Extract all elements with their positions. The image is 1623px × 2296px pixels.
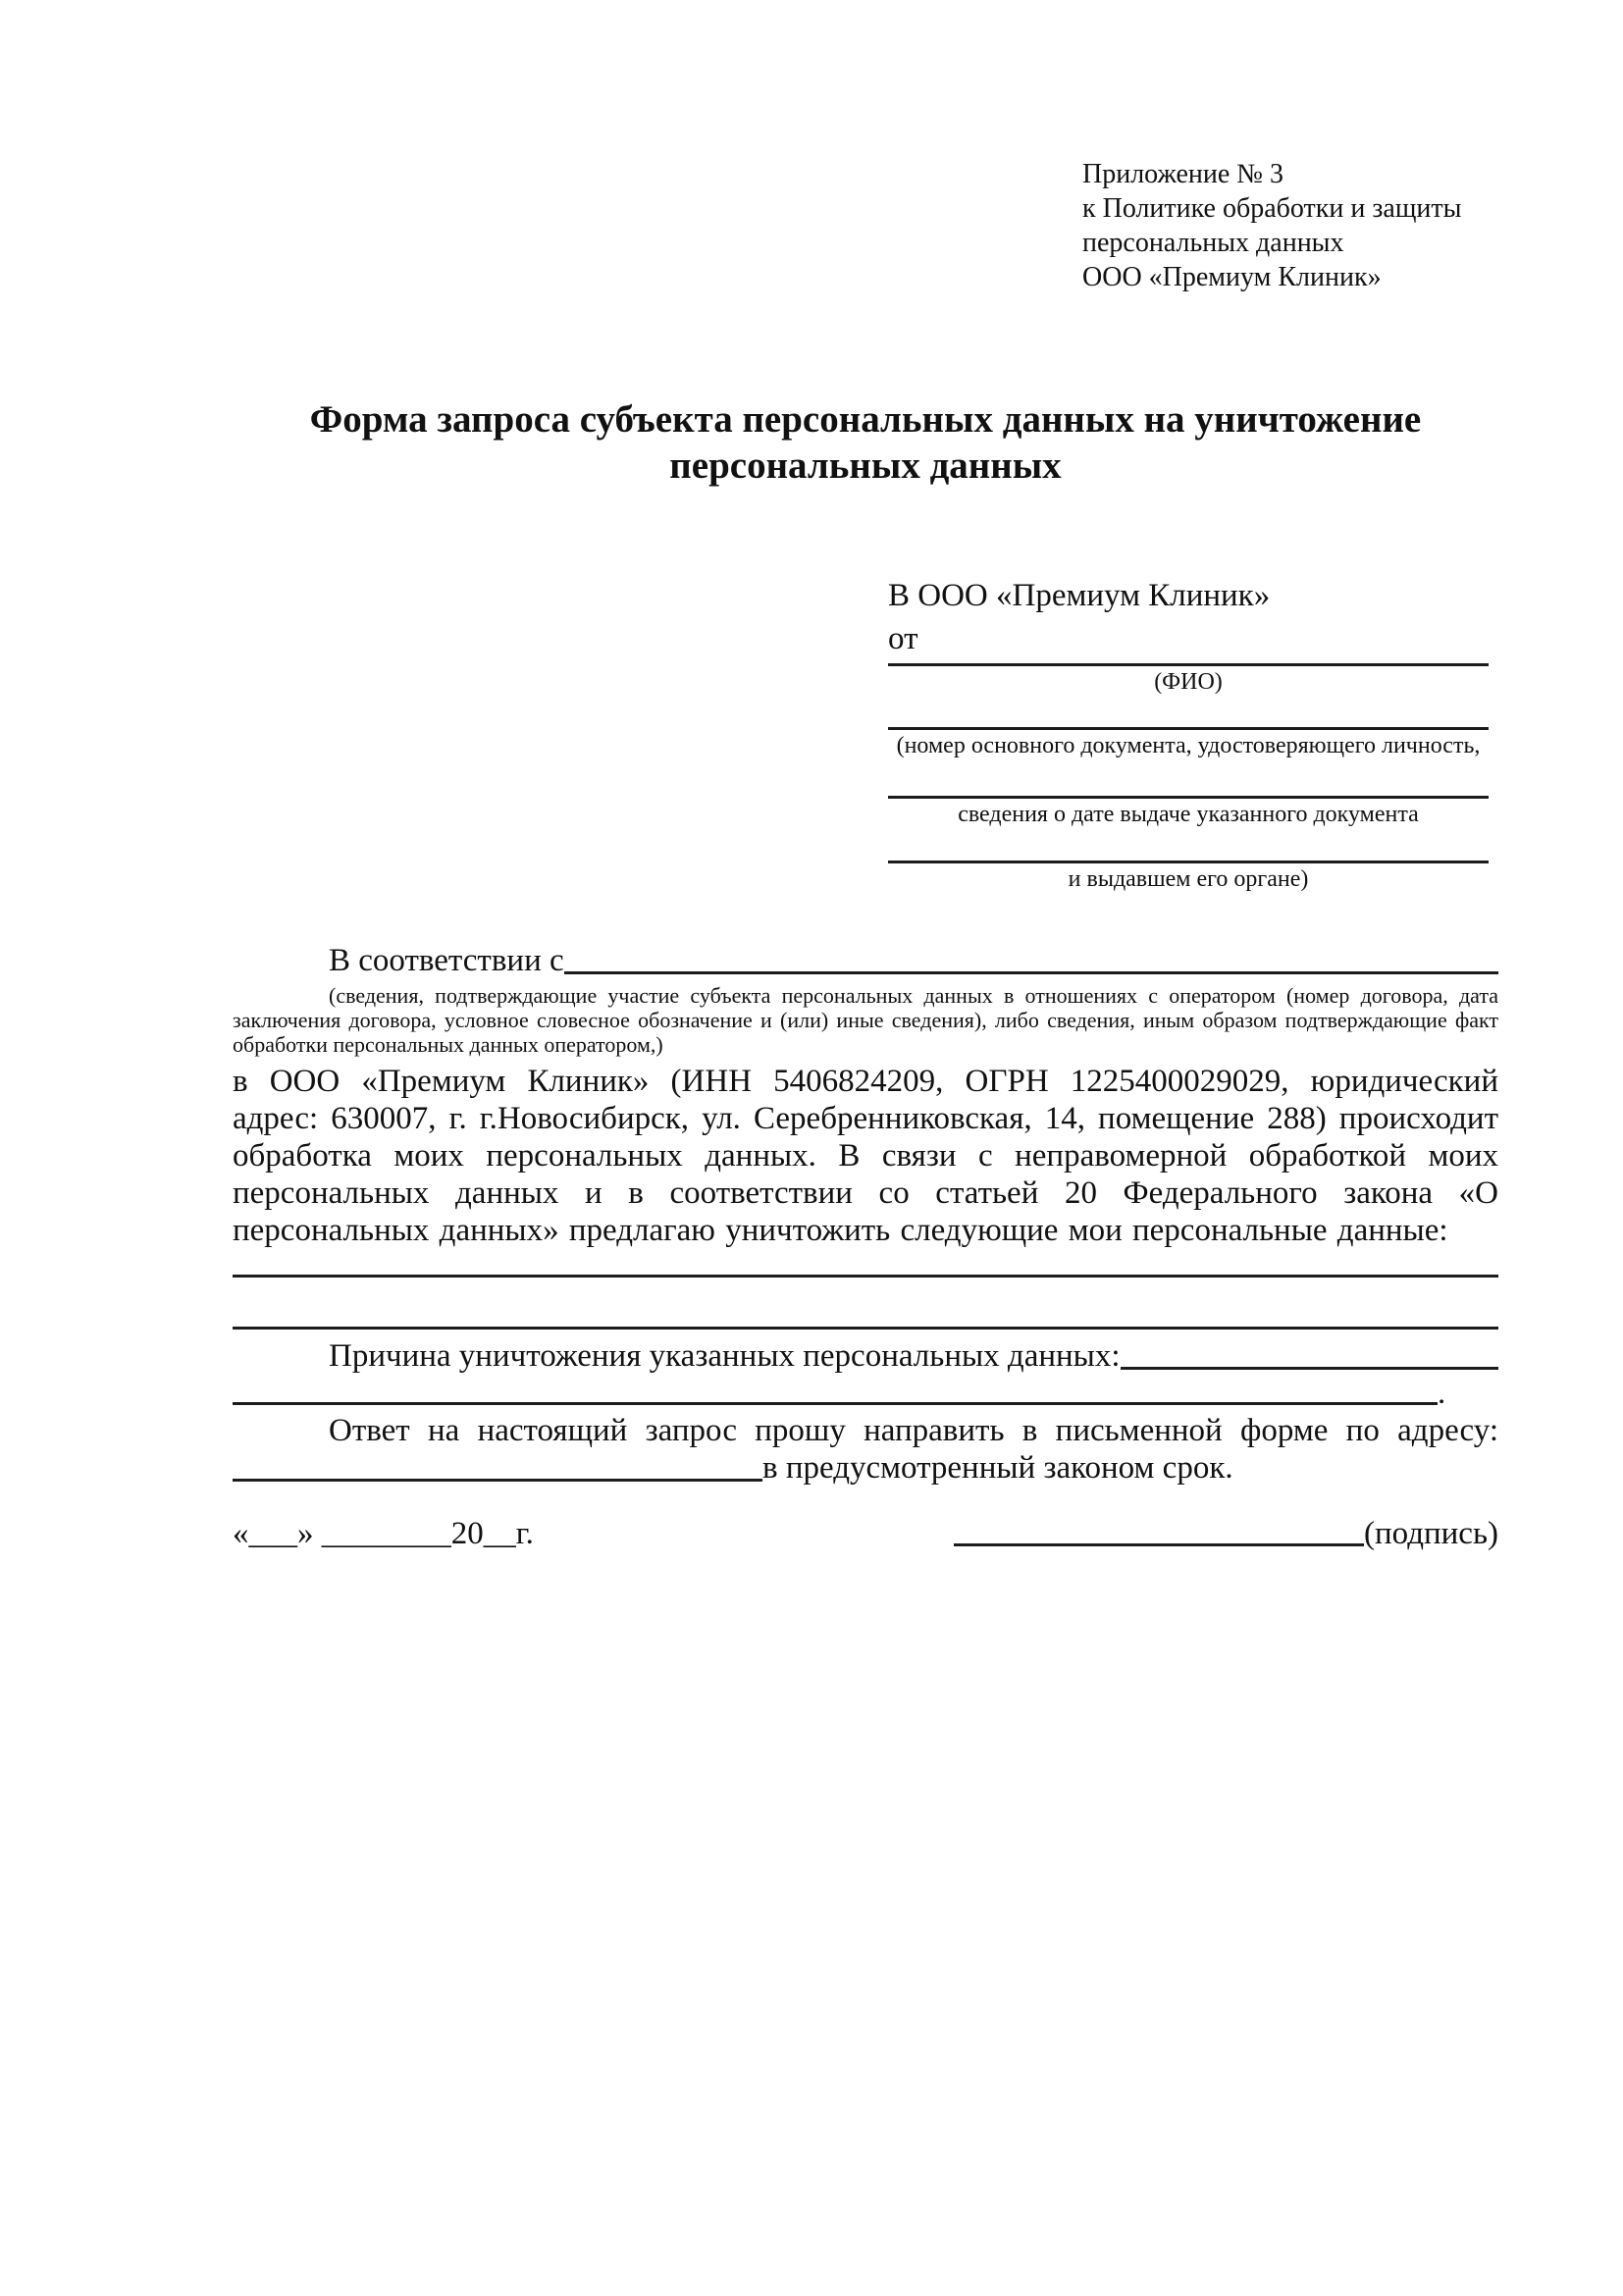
- appendix-policy-line: к Политике обработки и защиты: [1082, 193, 1462, 224]
- signature-row: [233, 1515, 1498, 1552]
- issuing-authority-caption: и выдавшем его органе): [1068, 866, 1309, 892]
- fill-in-line: [954, 1543, 1364, 1546]
- reply-sentence: Ответ на настоящий запрос прошу направить в письменной форме по адресу:: [329, 1413, 1498, 1448]
- accordance-label: В соответствии с: [329, 943, 564, 978]
- fill-in-line: [233, 1278, 1498, 1330]
- addressee-to: В ООО «Премиум Клиник»: [888, 578, 1271, 613]
- fill-in-line: [233, 1479, 762, 1482]
- addressee-from-label: от: [888, 621, 918, 656]
- paragraph-indent: [233, 1337, 329, 1375]
- addressee-block: [888, 574, 1489, 893]
- reason-continuation-row: [233, 1375, 1498, 1412]
- issue-date-field: [888, 795, 1489, 828]
- fill-in-line: [1121, 1367, 1498, 1370]
- body-block: [233, 942, 1498, 1487]
- fill-in-line: [564, 971, 1498, 974]
- appendix-number: Приложение № 3: [1082, 159, 1283, 189]
- main-paragraph: в ООО «Премиум Клиник» (ИНН 5406824209, ОГРН 1225400029029, юридический адрес: 630007, г. г.Новосибирск, ул. Серебренниковская, 14, помещение 288) происходит обработка моих персональных данных. В связи с неправомерной обработкой моих персональных данных и в соответствии со статьей 20 Федерального закона «О персональных данных» предлагаю уничтожить следующие мои персональные данные:: [233, 1064, 1498, 1248]
- document-number-field: [888, 726, 1489, 759]
- reply-address-row: [233, 1449, 1498, 1487]
- appendix-company: ООО «Премиум Клиник»: [1082, 262, 1382, 292]
- signature-caption: (подпись): [1364, 1516, 1498, 1551]
- issue-date-caption: сведения о дате выдаче указанного документа: [958, 802, 1419, 827]
- fio-caption: (ФИО): [1154, 669, 1223, 695]
- issuing-authority-field: [888, 860, 1489, 893]
- appendix-policy-line2: персональных данных: [1082, 228, 1344, 258]
- fill-in-line: [888, 726, 1489, 730]
- fill-in-line: [233, 1402, 1438, 1405]
- fill-in-line: [888, 662, 1489, 666]
- reply-tail: в предусмотренный законом срок.: [762, 1450, 1233, 1486]
- paragraph-indent: [233, 942, 329, 979]
- date-blank: «___» ________20__г.: [233, 1516, 534, 1551]
- accordance-row: [233, 942, 1498, 979]
- reason-label: Причина уничтожения указанных персональных данных:: [329, 1338, 1121, 1374]
- fill-in-line: [233, 1249, 1498, 1278]
- fill-in-line: [888, 860, 1489, 863]
- document-number-caption: (номер основного документа, удостоверяющего личность,: [896, 733, 1481, 758]
- fio-field: [888, 662, 1489, 696]
- form-title: Форма запроса субъекта персональных данных на уничтожение персональных данных: [309, 398, 1422, 487]
- accordance-note: (сведения, подтверждающие участие субъекта персональных данных в отношениях с оператором (номер договора, дата заключения договора, условное словесное обозначение и (или) иные сведения), либо сведения, иным образом подтверждающие факт обработки персональных данных оператором,): [233, 983, 1498, 1057]
- line-terminator: .: [1438, 1376, 1446, 1411]
- appendix-header: [1082, 157, 1504, 294]
- signature-field: [954, 1515, 1498, 1552]
- reason-row: [233, 1337, 1498, 1375]
- fill-in-line: [888, 795, 1489, 799]
